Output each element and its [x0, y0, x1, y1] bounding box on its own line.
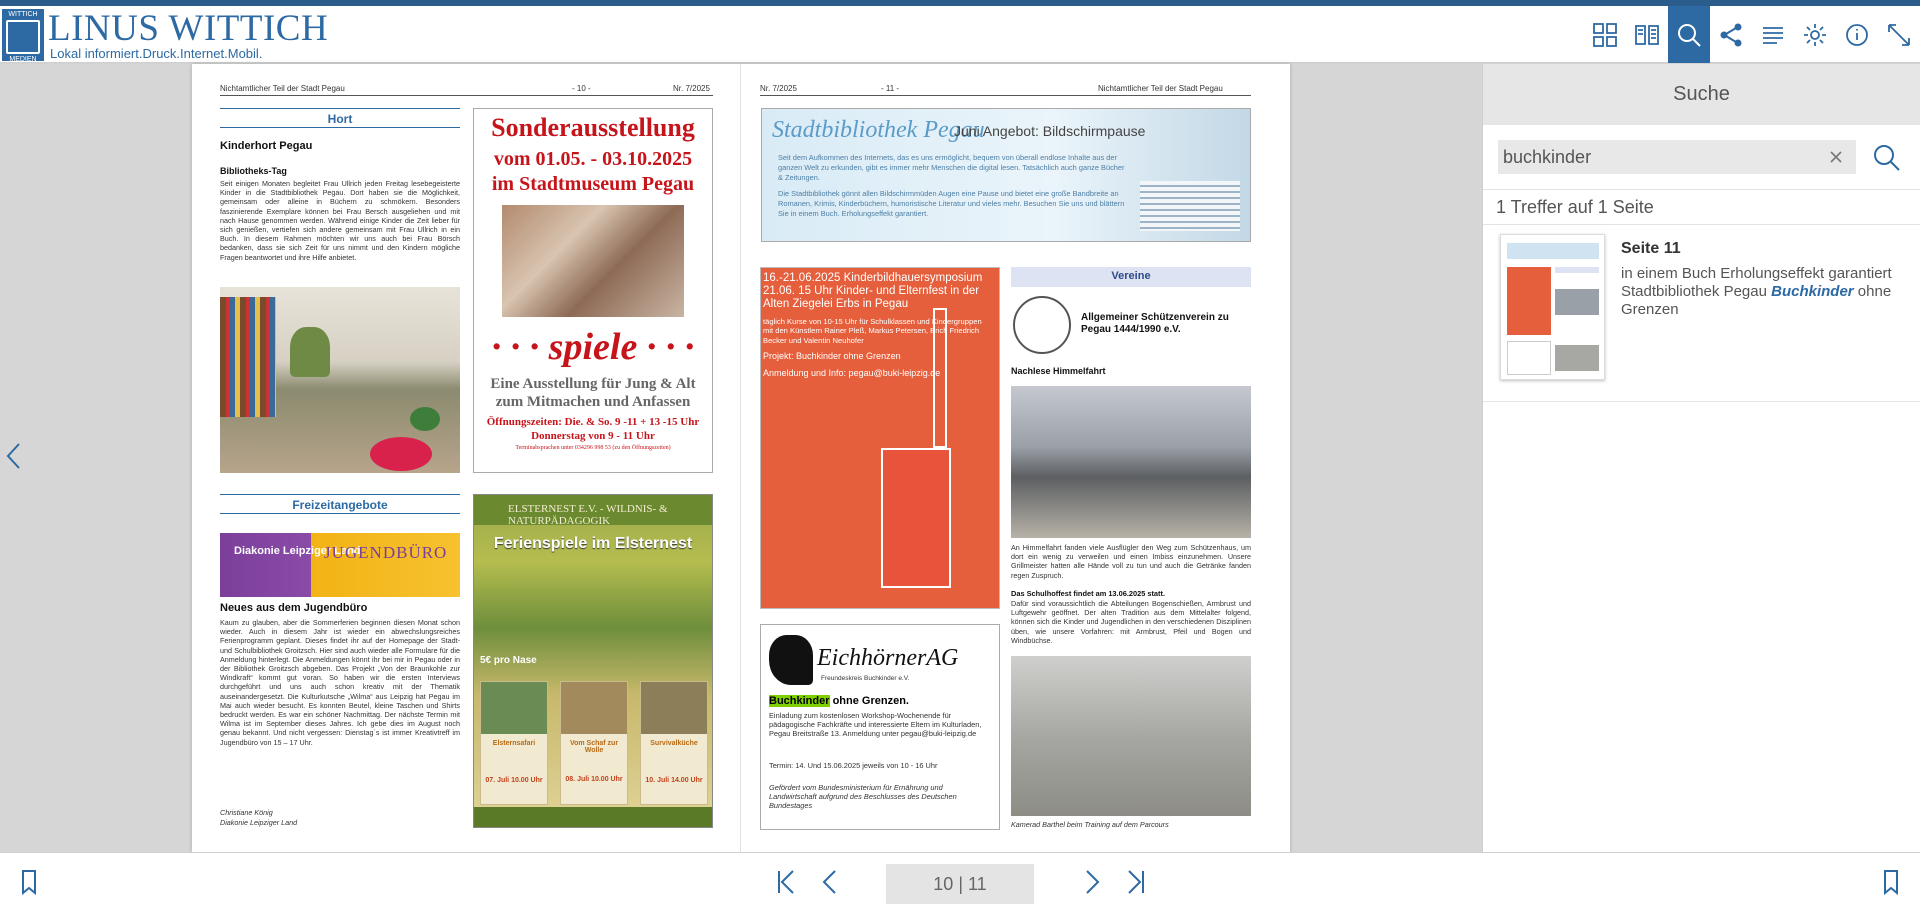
section-freizeit: Freizeitangebote	[220, 494, 460, 514]
poster-venue: im Stadtmuseum Pegau	[491, 173, 695, 195]
jugend-banner-right: JUGENDBÜRO	[324, 543, 448, 562]
eich-headline	[769, 695, 909, 707]
eich-title: EichhörnerAG	[817, 645, 959, 671]
search-icon	[1676, 22, 1702, 48]
elster-tile	[560, 681, 628, 805]
kinder-contact: Anmeldung und Info: pegau@buki-leipzig.de	[763, 367, 941, 378]
kinderbildhauer-poster	[760, 267, 1000, 609]
brand-logo[interactable]	[2, 9, 44, 61]
poster-contact: Terminabsprachen unter 034296 998 53 (zu den Öffnungszeiten)	[515, 445, 671, 451]
result-page-label: Seite 11	[1621, 240, 1681, 257]
schulhof-title: Das Schulhoffest findet am 13.06.2025 statt.	[1011, 589, 1166, 598]
bookmark-icon[interactable]	[14, 867, 44, 897]
tile-caption: Survivalküche	[650, 740, 698, 747]
runhead-rule	[760, 95, 1251, 96]
himmelfahrt-title: Nachlese Himmelfahrt	[1011, 366, 1106, 376]
magazine-spread[interactable]	[192, 64, 1290, 852]
menu-button[interactable]	[1752, 6, 1794, 63]
gear-icon	[1802, 22, 1828, 48]
page-11[interactable]	[741, 64, 1290, 852]
brand-subtitle: Lokal informiert.Druck.Internet.Mobil.	[50, 46, 263, 61]
kinder-headline: 16.-21.06.2025 Kinderbildhauersymposium 21.06. 15 Uhr Kinder- und Elternfest in der Alten Ziegelei Erbs in Pegau	[763, 272, 983, 310]
schuetzenverein-seal	[1013, 296, 1071, 354]
article-text-bibliothek: Seit einigen Monaten begleitet Frau Ullrich jeden Freitag lesebegeisterte Kinder in die Stadtbibliothek Pegau. Dort haben sie die Möglichkeit, gemeinsam oder alleine in Büchern zu schmökern. Besonders faszinierende Exemplare können bei Frau Bersch ausgeliehen und mit nach Hause genommen werden. Während einige Kinder die Zeit lieber für sich genießen, vertiefen sich andere gemeinsam mit Frau Ullrich in ein Buch. In diesem Rahmen möchten wir uns auch bei Frau Börsch bedanken, dass sie sich Zeit für uns nimmt und den Kindern mögliche Fragen beantwortet und ihre Hilfe anbietet.	[220, 179, 460, 262]
elster-header: ELSTERNEST E.V. - WILDNIS- & NATURPÄDAGOGIK	[474, 495, 712, 525]
info-icon	[1844, 22, 1870, 48]
brand-title: LINUS WITTICH	[48, 8, 329, 49]
runhead-center: - 10 -	[572, 84, 591, 93]
eich-funding: Gefördert vom Bundesministerium für Ernährung und Landwirtschaft aufgrund des Beschlusses des Deutschen Bundestages	[769, 783, 957, 811]
tile-caption: Vom Schaf zur Wolle	[569, 740, 619, 754]
tile-photo	[481, 682, 547, 734]
tile-date: 10. Juli 14.00 Uhr	[645, 777, 703, 784]
section-vereine: Vereine	[1011, 267, 1251, 287]
bookmark-right-icon[interactable]	[1876, 867, 1906, 897]
signature-org: Diakonie Leipziger Land	[220, 818, 298, 827]
schulhof-text: Dafür sind voraussichtlich die Abteilungen Bogenschießen, Armbrust und Luftgewehr geöffnet. Der alten Tradition aus dem Mittelalter folgend, können sich die Kinder und Jugendlichen in den verschiedenen Disziplinen üben, wie unsere Vorfahren: mit Armbrust, Pfeil und Bogen und Windbüchse.	[1011, 599, 1251, 645]
share-button[interactable]	[1710, 6, 1752, 63]
settings-button[interactable]	[1794, 6, 1836, 63]
chimney-drawing	[933, 308, 947, 448]
page-thumbnail[interactable]	[1500, 234, 1605, 380]
elster-title: Ferienspiele im Elsternest	[493, 535, 693, 552]
search-result-item[interactable]	[1483, 226, 1920, 402]
article-text-jugendbuero: Kaum zu glauben, aber die Sommerferien beginnen diesen Monat schon wieder. Auch in diesem Jahr ist wieder ein abwechslungsreiches Ferienprogramm geplant. Dieses findet ihr auf der Homepage der Stadt- und Schulbibliothek Groitzsch. Hier sind auch wieder alle Formulare für die Anmeldung hinterlegt. Die Anmeldungen könnt ihr bei mir in Pegau oder in der Bibliothek Groitzsch abgeben. Das Projekt „Von der Braunkohle zur Windkraft“ kommt gut voran. So haben wir die ersten Interviews durchgeführt und uns auch schon kreativ mit der Thematik auseinandergesetzt. Die Kulturkutsche „Wilma“ aus Leipzig hat Pegau im Mai auch wieder besucht. Es konnten Beutel, kleine Taschen und Shirts bedruckt werden. Es war ein schöner Nachmittag. Der nächste Termin mit Wilma ist im September dieses Jahres. Ich gebe dies im August noch genau bekannt. Und nicht vergessen: Dienstag´s ist immer Kreativtreff im Jugendbüro von 15 – 17 Uhr.	[220, 618, 460, 747]
logo-text-top: WITTICH	[8, 11, 38, 18]
eich-invite: Einladung zum kostenlosen Workshop-Wochenende für pädagogische Fachkräfte und interessierte Eltern im Kulturladen, Pegau Breitstraße 13. Anmeldung unter pegau@buki-leipzig.de	[769, 711, 982, 739]
search-panel	[1482, 64, 1920, 852]
snippet-before: in einem Buch Erholungseffekt garantiert Stadtbibliothek Pegau	[1621, 265, 1892, 300]
parcours-caption: Kamerad Barthel beim Training auf dem Parcours	[1011, 820, 1169, 829]
search-submit-icon[interactable]	[1871, 142, 1901, 172]
elster-price: 5€ pro Nase	[480, 655, 537, 666]
subtitle-bibliothekstag: Bibliotheks-Tag	[220, 166, 287, 176]
clear-search-icon[interactable]	[1828, 149, 1844, 165]
toc-button[interactable]	[1626, 6, 1668, 63]
runhead-left: Nr. 7/2025	[760, 84, 797, 93]
last-page-icon[interactable]	[1121, 867, 1151, 897]
runhead-right: Nichtamtlicher Teil der Stadt Pegau	[1098, 84, 1223, 93]
article-title-jugendbuero: Neues aus dem Jugendbüro	[220, 602, 368, 614]
grid-view-button[interactable]	[1584, 6, 1626, 63]
app-header	[0, 6, 1920, 63]
house-drawing	[881, 448, 951, 588]
himmelfahrt-photo	[1011, 386, 1251, 538]
search-hit-count: 1 Treffer auf 1 Seite	[1483, 189, 1920, 225]
elster-tile	[480, 681, 548, 805]
search-input[interactable]	[1498, 140, 1798, 174]
fullscreen-button[interactable]	[1878, 6, 1920, 63]
books-illustration	[1140, 181, 1240, 231]
article-title-kinderhort: Kinderhort Pegau	[220, 140, 313, 152]
kinder-project: Projekt: Buchkinder ohne Grenzen	[763, 350, 901, 361]
page-navigation-bar	[0, 852, 1920, 913]
previous-page-icon[interactable]	[815, 867, 845, 897]
first-page-icon[interactable]	[771, 867, 801, 897]
reader-area	[0, 64, 1482, 852]
tile-caption: Elsternsafari	[492, 740, 536, 747]
kinder-courses: täglich Kurse von 10-15 Uhr für Schulklassen und Kindergruppen mit den Künstlern Rainer Pleß, Markus Petersen, Erich Friedrich Becker und Valentin Neuhofer	[763, 317, 982, 345]
list-icon	[1760, 22, 1786, 48]
fullscreen-icon	[1886, 22, 1912, 48]
poster-hours-2: Donnerstag von 9 - 11 Uhr	[531, 430, 655, 442]
poster-hours-1: Öffnungszeiten: Die. & So. 9 -11 + 13 -15 Uhr	[486, 416, 700, 428]
grid-icon	[1592, 22, 1618, 48]
snippet-after: ohne Grenzen	[1621, 283, 1892, 318]
stadtbib-title: Juni Angebot: Bildschirmpause	[954, 123, 1146, 139]
result-snippet	[1621, 265, 1911, 319]
elsternest-poster	[473, 494, 713, 828]
share-icon	[1718, 22, 1744, 48]
poster-tagline-1: Eine Ausstellung für Jung & Alt	[490, 376, 696, 392]
eich-date: Termin: 14. Und 15.06.2025 jeweils von 10 - 16 Uhr	[769, 761, 938, 770]
info-button[interactable]	[1836, 6, 1878, 63]
search-panel-title: Suche	[1483, 64, 1920, 125]
runhead-center: - 11 -	[881, 84, 900, 93]
eichhoerner-box	[760, 624, 1000, 830]
sonderausstellung-poster	[473, 108, 713, 473]
squirrel-logo	[769, 635, 813, 685]
stadtbib-text-1: Seit dem Aufkommen des Internets, das es uns ermöglicht, bequem von überall endlose Inhalte aus der ganzen Welt zu erkunden, gibt es immer mehr Menschen die digital lesen. Tatsächlich auch ganze Bücher & Zeitungen.	[778, 153, 1125, 182]
tile-date: 08. Juli 10.00 Uhr	[565, 776, 623, 783]
dolls-photo	[502, 205, 684, 317]
logo-mark	[6, 20, 40, 54]
previous-page-arrow-icon[interactable]	[4, 441, 24, 471]
logo-text-bottom: MEDIEN	[9, 56, 37, 63]
tile-date: 07. Juli 10.00 Uhr	[485, 777, 543, 784]
page-indicator[interactable]: 10 | 11	[886, 864, 1034, 904]
page-10[interactable]	[192, 64, 741, 852]
poster-tagline-2: zum Mitmachen und Anfassen	[495, 394, 691, 410]
poster-date: vom 01.05. - 03.10.2025	[493, 148, 693, 170]
eich-headline-rest: ohne Grenzen.	[829, 695, 909, 707]
runhead-left: Nichtamtlicher Teil der Stadt Pegau	[220, 84, 345, 93]
himmelfahrt-text: An Himmelfahrt fanden viele Ausflügler den Weg zum Schützenhaus, um dort ein wenig zu verweilen und einen Imbiss einzunehmen. Unsere Grillmeister hatten alle Hände voll zu tun und auch die Getränke fanden regen Zuspruch.	[1011, 543, 1251, 580]
library-photo	[220, 287, 460, 473]
parcours-photo	[1011, 656, 1251, 816]
section-hort: Hort	[220, 108, 460, 128]
snippet-match: Buchkinder	[1771, 283, 1854, 300]
signature-name: Christiane König	[220, 808, 273, 817]
jugend-banner-left: Diakonie Leipziger Land	[234, 545, 361, 557]
search-highlight: Buchkinder	[769, 695, 830, 707]
tile-photo	[561, 682, 627, 734]
runhead-right: Nr. 7/2025	[673, 84, 710, 93]
elster-tile	[640, 681, 708, 805]
next-page-icon[interactable]	[1077, 867, 1107, 897]
search-field-container	[1498, 140, 1856, 174]
tile-photo	[641, 682, 707, 734]
elster-footer	[474, 807, 712, 827]
stadtbib-logo: Stadtbibliothek Pegau	[772, 117, 985, 143]
eich-subtitle: Freundeskreis Buchkinder e.V.	[821, 675, 910, 682]
poster-spiele: · · · spiele · · ·	[491, 326, 695, 368]
stadtbibliothek-banner	[761, 108, 1251, 242]
search-button[interactable]	[1668, 6, 1710, 63]
toolbar	[1584, 6, 1920, 63]
poster-title: Sonderausstellung	[491, 113, 695, 142]
book-icon	[1634, 22, 1660, 48]
schuetzenverein-title: Allgemeiner Schützenverein zu Pegau 1444/1990 e.V.	[1081, 312, 1229, 335]
stadtbib-text-2: Die Stadtbibliothek gönnt allen Bildschirmmüden Augen eine Pause und bietet eine große Bandbreite an Romanen, Krimis, Kinderbüchern, humoristische Literatur und vieles mehr. Besuchen Sie uns und blättern Sie in einem Buch. Erholungseffekt garantiert.	[778, 189, 1125, 218]
runhead-rule	[220, 95, 713, 96]
jugendbuero-banner	[220, 533, 460, 597]
